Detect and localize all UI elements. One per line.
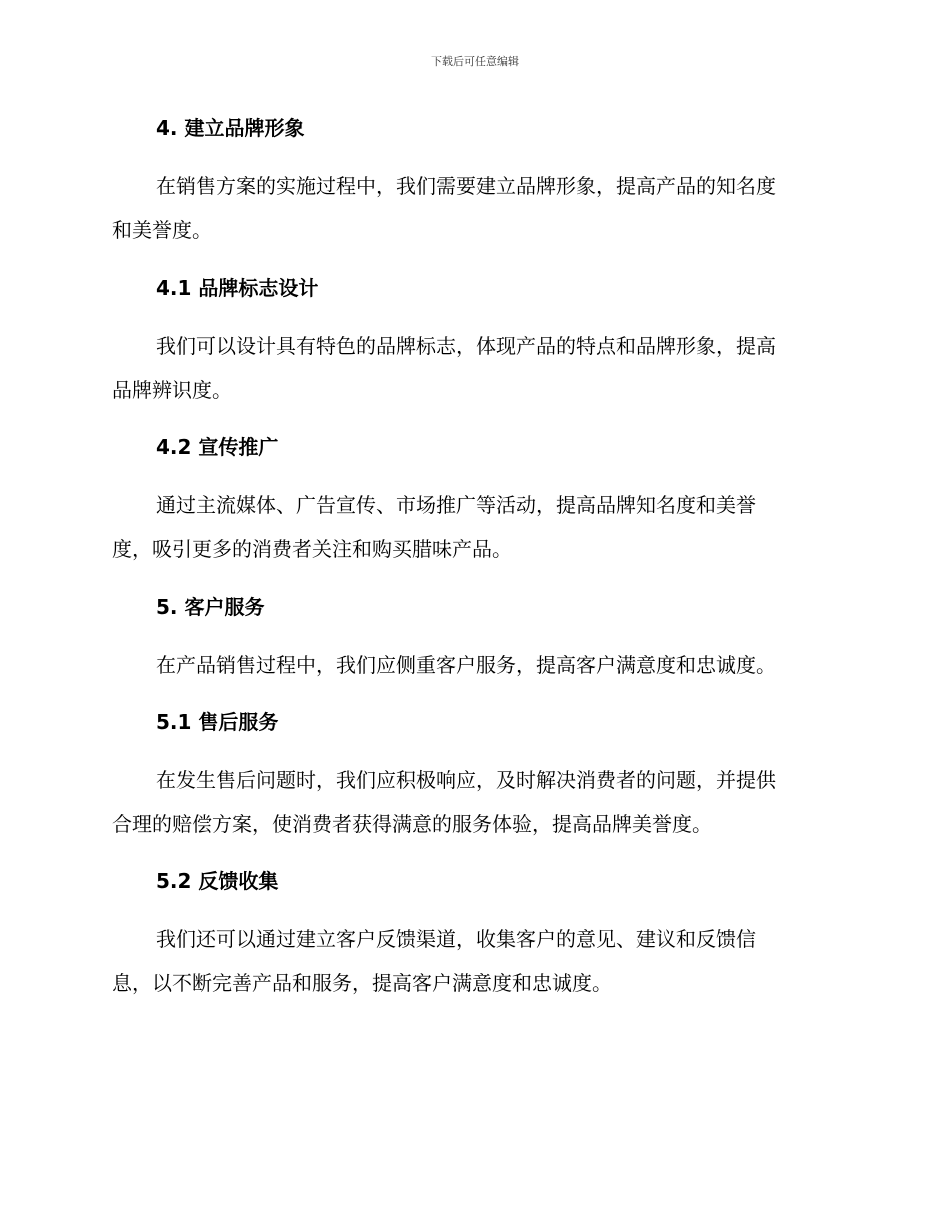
paragraph-line: 度，吸引更多的消费者关注和购买腊味产品。 <box>112 537 512 561</box>
section-heading-4: 4. 建立品牌形象 <box>156 116 305 140</box>
paragraph-line: 和美誉度。 <box>112 218 212 242</box>
section-paragraph-4-1 <box>112 324 776 412</box>
section-paragraph-5 <box>112 643 776 687</box>
paragraph-line: 在产品销售过程中，我们应侧重客户服务，提高客户满意度和忠诚度。 <box>156 653 776 677</box>
section-paragraph-5-2 <box>112 917 756 1005</box>
paragraph-line: 在发生售后问题时，我们应积极响应，及时解决消费者的问题，并提供 <box>156 768 776 792</box>
paragraph-line: 在销售方案的实施过程中，我们需要建立品牌形象，提高产品的知名度 <box>156 174 776 198</box>
paragraph-line: 合理的赔偿方案，使消费者获得满意的服务体验，提高品牌美誉度。 <box>112 812 712 836</box>
paragraph-line: 我们可以设计具有特色的品牌标志，体现产品的特点和品牌形象，提高 <box>156 334 776 358</box>
section-heading-5-1: 5.1 售后服务 <box>156 710 279 734</box>
paragraph-line: 息，以不断完善产品和服务，提高客户满意度和忠诚度。 <box>112 971 612 995</box>
paragraph-line: 我们还可以通过建立客户反馈渠道，收集客户的意见、建议和反馈信 <box>156 927 756 951</box>
section-paragraph-5-1 <box>112 758 776 846</box>
page-header: 下载后可任意编辑 <box>431 55 519 68</box>
section-paragraph-4 <box>112 164 776 252</box>
section-heading-4-2: 4.2 宣传推广 <box>156 435 279 459</box>
section-heading-5-2: 5.2 反馈收集 <box>156 869 279 893</box>
section-paragraph-4-2 <box>112 483 756 571</box>
section-heading-5: 5. 客户服务 <box>156 595 265 619</box>
paragraph-line: 品牌辨识度。 <box>112 378 232 402</box>
section-heading-4-1: 4.1 品牌标志设计 <box>156 276 319 300</box>
paragraph-line: 通过主流媒体、广告宣传、市场推广等活动，提高品牌知名度和美誉 <box>156 493 756 517</box>
